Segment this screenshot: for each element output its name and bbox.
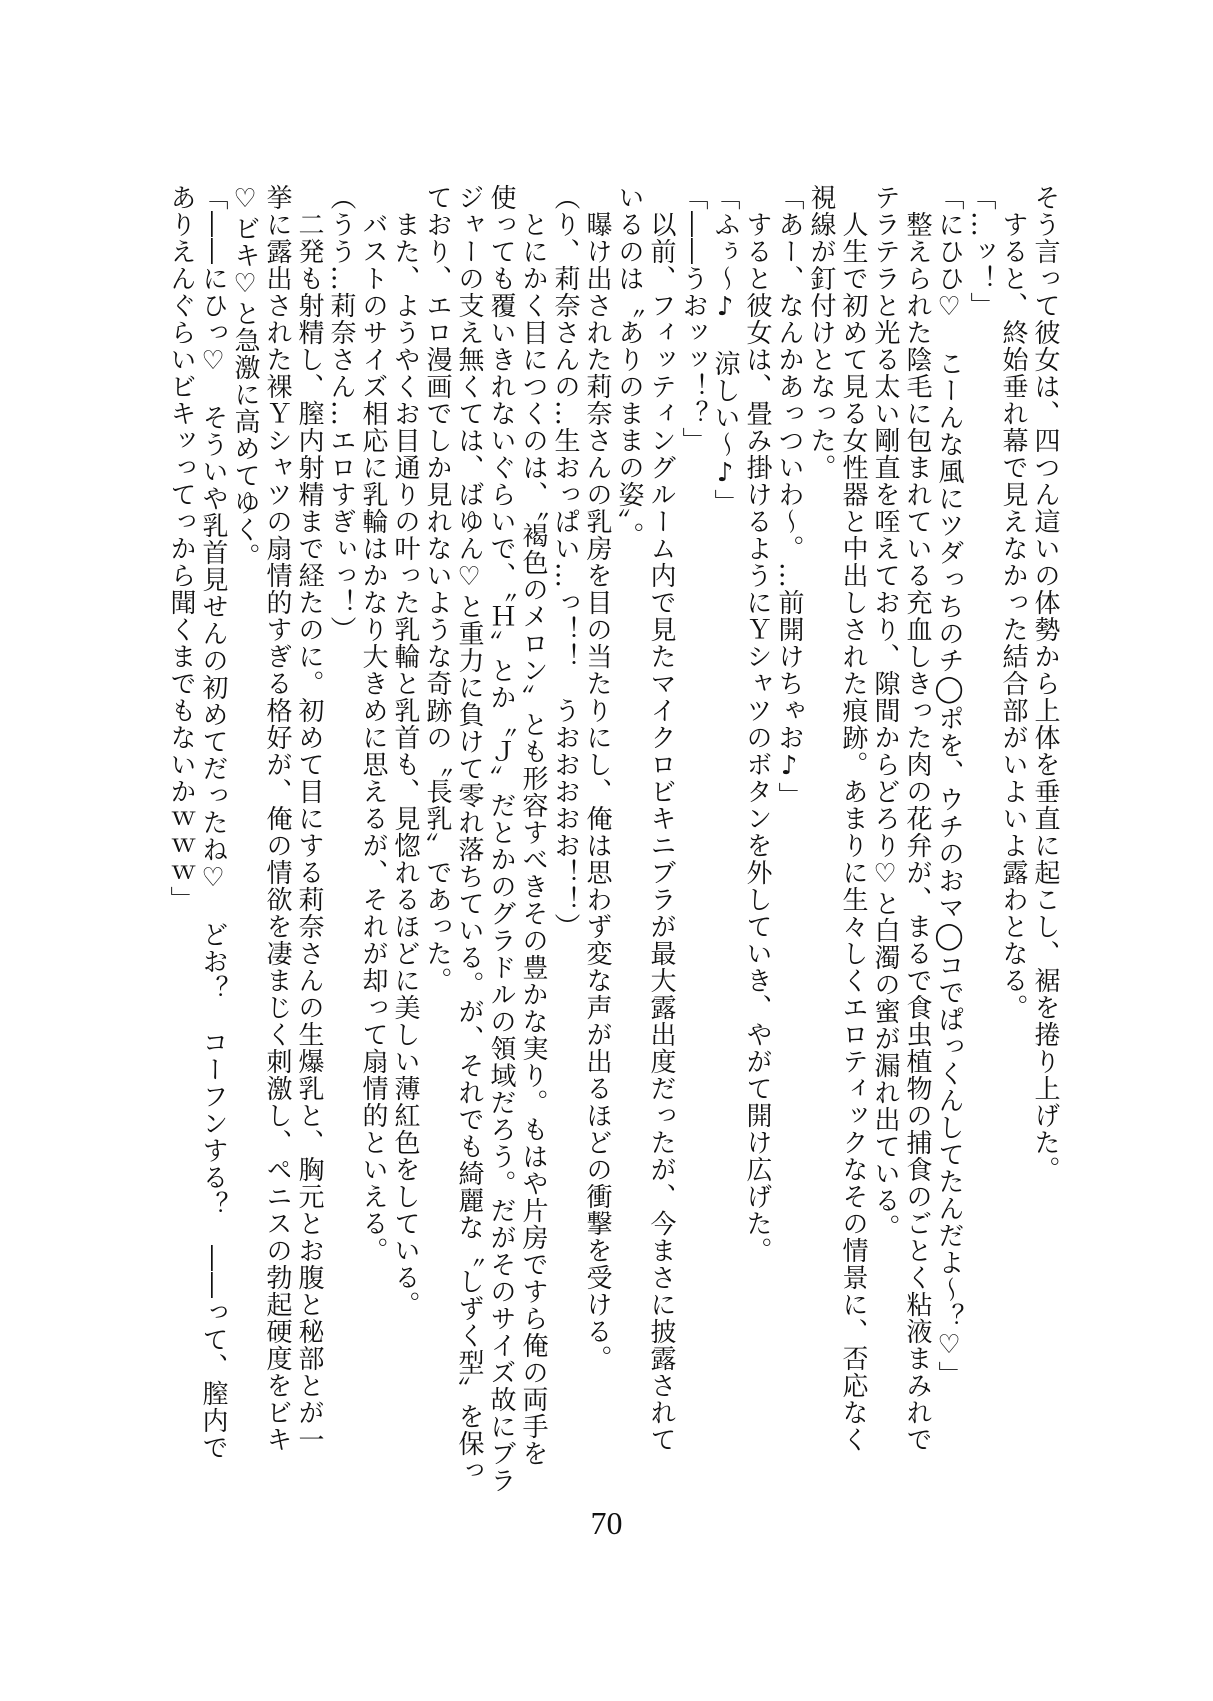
text-line: いるのは〝ありのままの姿〟。 bbox=[614, 184, 644, 549]
page-number: 70 bbox=[590, 1505, 623, 1541]
text-line: 挙に露出された裸Ｙシャツの扇情的すぎる格好が、俺の情欲を凄まじく刺激し、ペニスの勃起硬度をビキ bbox=[262, 184, 292, 1453]
text-line: 「あー、なんかあっついわ〜。…前開けちゃお♪」 bbox=[774, 184, 804, 809]
text-line: 人生で初めて見る女性器と中出しされた痕跡。あまりに生々しくエロティックなその情景に、否応なく bbox=[838, 184, 868, 1453]
text-line: また、ようやくお目通りの叶った乳輪と乳首も、見惚れるほどに美しい薄紅色をしている。 bbox=[390, 184, 420, 1318]
text-line: ♡ビキ♡と急激に高めてゆく。 bbox=[230, 184, 260, 570]
text-line: とにかく目につくのは、〝褐色のメロン〟とも形容すべきその豊かな実り。もはや片房ですら俺の両手を bbox=[518, 184, 548, 1467]
text-line: そう言って彼女は、四つん這いの体勢から上体を垂直に起こし、裾を捲り上げた。 bbox=[1030, 184, 1060, 1183]
text-line: 「にひひ♡ こーんな風にツダっちのチ◯ポを、ウチのおマ◯コでぱっくんしてたんだよ〜？♡」 bbox=[934, 184, 964, 1388]
vertical-body-text bbox=[165, 184, 1061, 1494]
text-line: 「――うおッッ！？」 bbox=[678, 184, 708, 454]
text-line: 「…ッ！」 bbox=[966, 184, 996, 319]
text-line: ありえんぐらいビキッってっから聞くまでもないかｗｗｗ」 bbox=[166, 184, 196, 913]
text-line: 二発も射精し、膣内射精まで経たのに。初めて目にする莉奈さんの生爆乳と、胸元とお腹と秘部とが一 bbox=[294, 184, 324, 1453]
text-line: すると、終始垂れ幕で見えなかった結合部がいよいよ露わとなる。 bbox=[998, 184, 1028, 1021]
text-line: バストのサイズ相応に乳輪はかなり大きめに思えるが、それが却って扇情的といえる。 bbox=[358, 184, 388, 1264]
text-line: 曝け出された莉奈さんの乳房を目の当たりにし、俺は思わず変な声が出るほどの衝撃を受ける。 bbox=[582, 184, 612, 1372]
text-line: ており、エロ漫画でしか見れないような奇跡の〝長乳〟であった。 bbox=[422, 184, 452, 994]
text-line: すると彼女は、畳み掛けるようにＹシャツのボタンを外していき、やがて開け広げた。 bbox=[742, 184, 772, 1264]
text-line: 使っても覆いきれないぐらいで、〝Ｈ〟とか〝Ｊ〟だとかのグラドルの領域だろう。だがそのサイズ故にブラ bbox=[486, 184, 516, 1494]
text-line: 整えられた陰毛に包まれている充血しきった肉の花弁が、まるで食虫植物の捕食のごとく粘液まみれで bbox=[902, 184, 932, 1453]
text-line: （り、莉奈さんの…生おっぱい…っ！！ うおおおおお！！） bbox=[550, 184, 580, 940]
text-line: 視線が釘付けとなった。 bbox=[806, 184, 836, 481]
text-line: テラテラと光る太い剛直を咥えており、隙間からどろり♡と白濁の蜜が漏れ出ている。 bbox=[870, 184, 900, 1241]
text-line: 「ふぅ〜♪ 涼しい〜♪」 bbox=[710, 184, 740, 516]
text-line: ジャーの支え無くては、ばゆん♡と重力に負けて零れ落ちている。が、それでも綺麗な〝しずく型〟を保っ bbox=[454, 184, 484, 1484]
text-line: （うう…莉奈さん…エロすぎぃっ！） bbox=[326, 184, 356, 643]
text-line: 「――にひっ♡ そういや乳首見せんの初めてだったね♡ どお？ コーフンする？ ――って、膣内で bbox=[198, 184, 228, 1461]
text-line: 以前、フィッティングルーム内で見たマイクロビキニブラが最大露出度だったが、今まさに披露されて bbox=[646, 184, 676, 1453]
